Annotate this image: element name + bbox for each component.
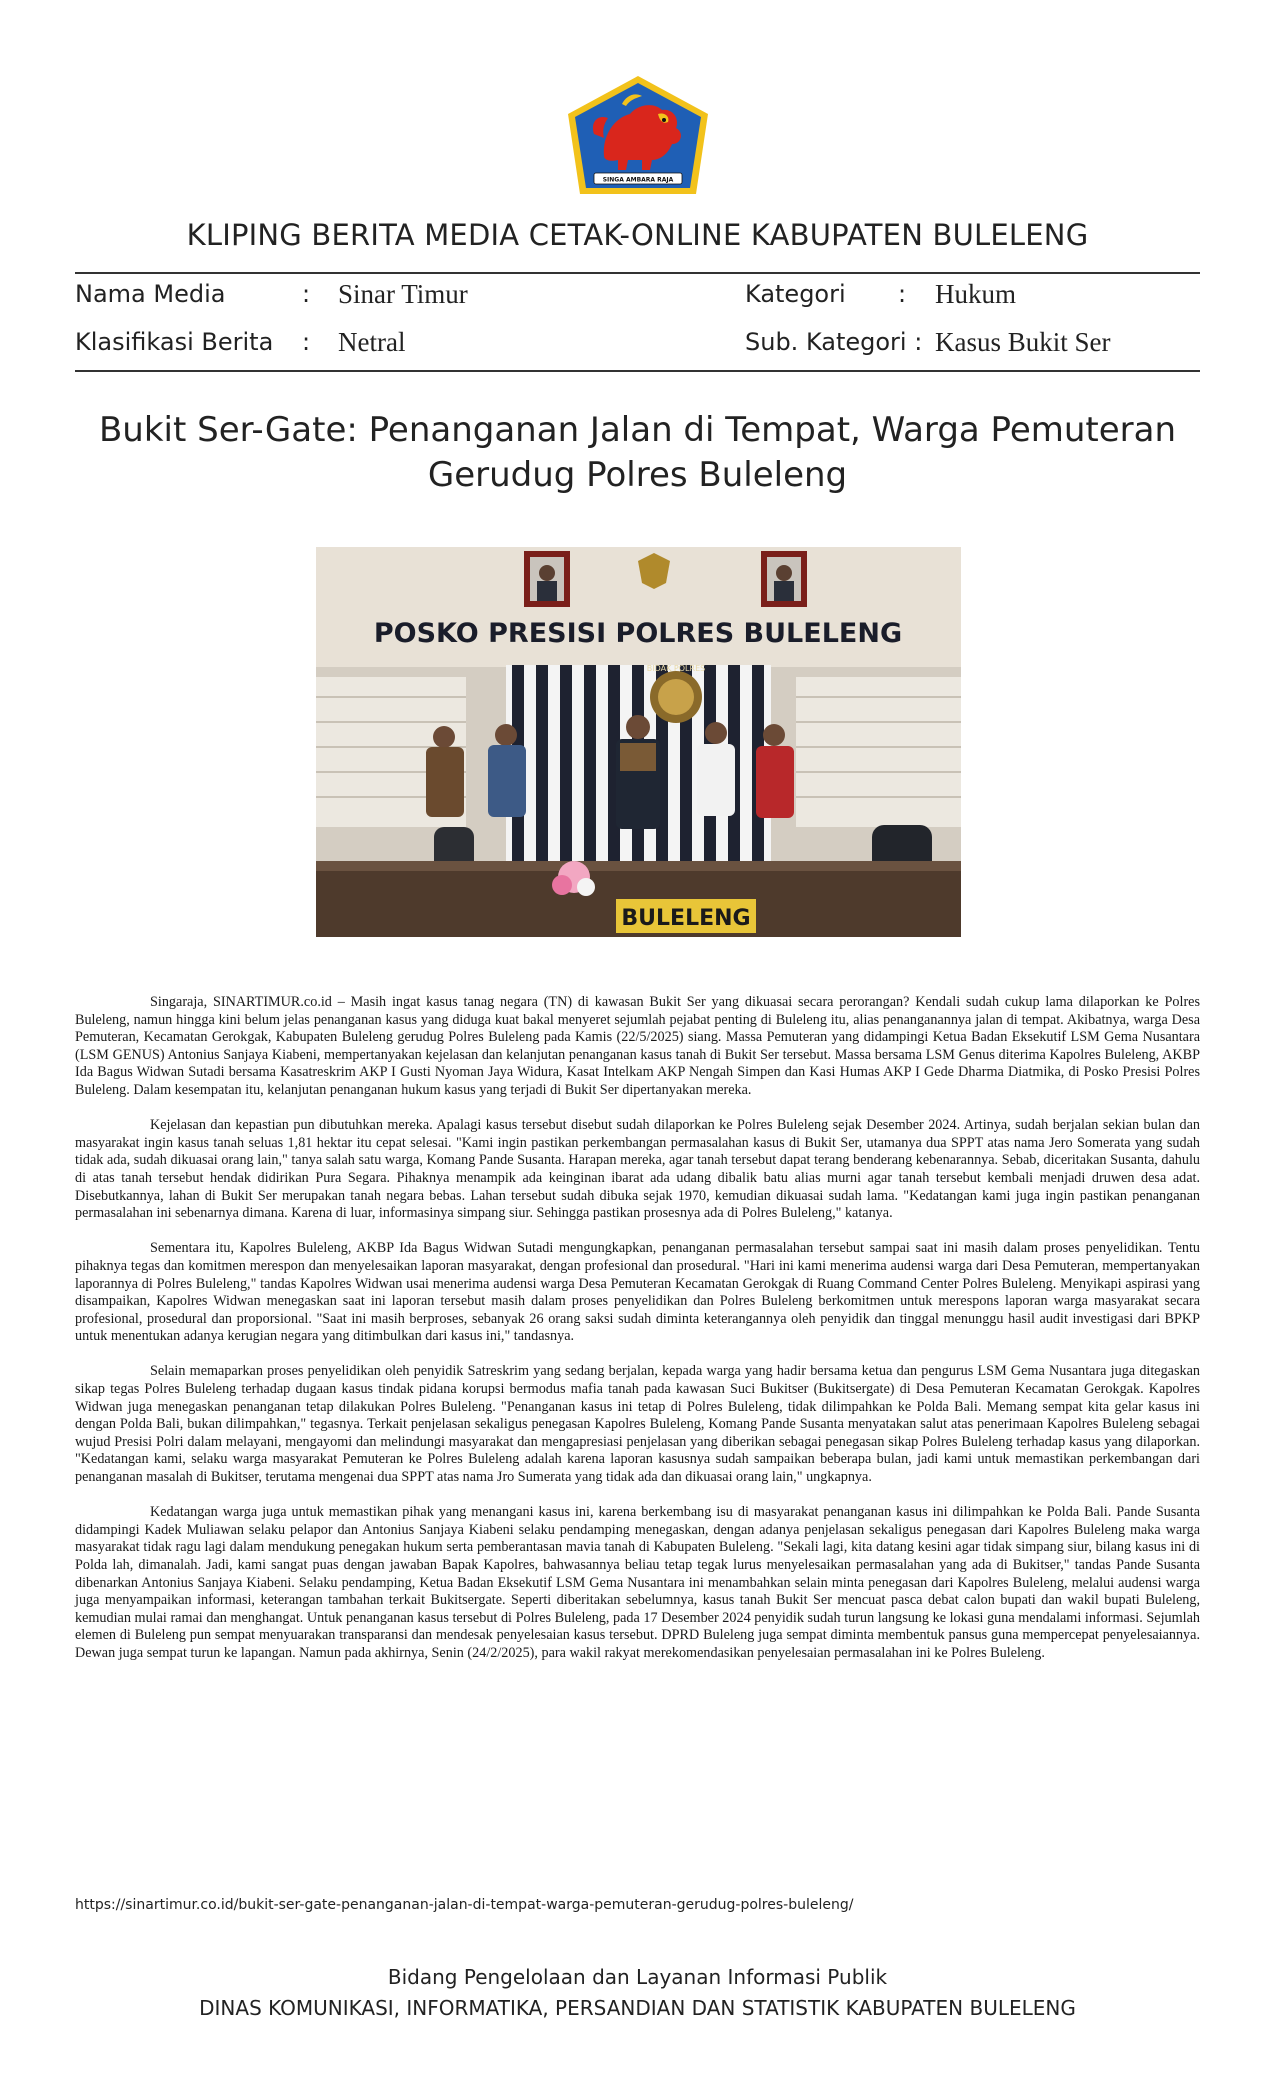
footer-agency: DINAS KOMUNIKASI, INFORMATIKA, PERSANDIAN DAN STATISTIK KABUPATEN BULELENG (199, 1996, 1076, 2020)
category-value: Hukum (935, 279, 1016, 309)
photo-banner-text: POSKO PRESISI POLRES BULELENG (373, 618, 903, 649)
header-divider-top (75, 272, 1200, 274)
article-headline: Bukit Ser-Gate: Penanganan Jalan di Tempat, Warga Pemuteran Gerudug Polres Buleleng (98, 410, 1177, 495)
article-paragraph: Selain memaparkan proses penyelidikan oleh penyidik Satreskrim yang sedang berjalan, kepada warga yang hadir bersama ketua dan pengurus LSM Gema Nusantara juga ditegaskan sikap tegas Polres Buleleng terhadap dugaan kasus tindak pidana korupsi bermodus mafia tanah pada kawasan Suci Bukitser (Bukitsergate) di Desa Pemuteran Kecamatan Gerokgak. Kapolres Widwan juga menegaskan penanganan tetap dilakukan Polres Buleleng. "Penanganan kasus ini tetap di Polres Buleleng, tidak dilimpahkan ke Polda Bali. Memang sempat kita gelar kasus ini dengan Polda Bali, bukan dilimpahkan," tegasnya. Terkait penjelasan sekaligus penegasan Kapolres Buleleng, Komang Pande Susanta menyatakan salut atas penerimaan Kapolres Buleleng sebagai wujud Presisi Polri dalam melayani, mengayomi dan melindungi masyarakat dan mengapresiasi penjelasan yang diberikan sebagai penegasan sikap Polres Buleleng terhadap kasus yang dilaporkan. "Kedatangan kami, selaku warga masyarakat Pemuteran ke Polres Buleleng adalah karena laporan kasusnya sudah sampaikan beberapa bulan, jadi kami untuk memastikan perkembangan dari penanganan masalah di Bukitser, terutama mengenai dua SPPT atas nama Jro Sumerata yang tidak ada dan dikuasai orang lain," ungkapnya. (75, 1363, 1200, 1486)
media-name-value: Sinar Timur (338, 279, 468, 309)
article-body (75, 994, 1200, 1680)
subcategory-value: Kasus Bukit Ser (935, 327, 1111, 357)
photo-plaque-text: BIDAK POLRES (646, 664, 706, 673)
media-name-label: Nama Media (75, 280, 226, 308)
press-photo (316, 547, 961, 937)
article-paragraph: Kejelasan dan kepastian pun dibutuhkan mereka. Apalagi kasus tersebut disebut sudah dilaporkan ke Polres Buleleng sejak Desember 2024. Artinya, sudah berjalan sekian bulan dan masyarakat ingin kasus tanah seluas 1,81 hektar itu cepat selesai. "Kami ingin pastikan perkembangan permasalahan kasus di Bukit Ser, utamanya dua SPPT atas nama Jero Somerata yang sudah tidak ada, sudah dikuasai orang lain," tanya salah satu warga, Komang Pande Susanta. Harapan mereka, agar tanah tersebut dapat terang benderang kebenarannya. Sebab, diceritakan Susanta, dahulu di atas tanah tersebut hendak didirikan Pura Segara. Pihaknya menampik ada keinginan ibarat ada udang dibalik batu alias murni agar tanah tersebut kembali menjadi druwen desa adat. Disebutkannya, lahan di Bukit Ser merupakan tanah negara bebas. Lahan tersebut sudah dibuka sejak 1970, kemudian dikuasai sudah lama. "Kedatangan kami juga ingin pastikan penanganan permasalahan ini sebenarnya dimana. Karena di luar, informasinya simpang siur. Sehingga pastikan prosesnya ada di Polres Buleleng," katanya. (75, 1117, 1200, 1222)
category-label: Kategori (745, 280, 846, 308)
clipping-title: KLIPING BERITA MEDIA CETAK-ONLINE KABUPATEN BULELENG (186, 218, 1089, 252)
photo-desk-sign: BULELENG (621, 906, 751, 931)
news-classification-label: Klasifikasi Berita (75, 328, 274, 356)
article-paragraph: Kedatangan warga juga untuk memastikan pihak yang menangani kasus ini, karena berkembang isu di masyarakat penanganan kasus ini dilimpahkan ke Polda Bali. Pande Susanta didampingi Kadek Muliawan selaku pelapor dan Antonius Sanjaya Kiabeni selaku pendamping menegaskan, dengan adanya penjelasan sekaligus penegasan dari Kapolres Buleleng maka warga masyarakat tidak ragu lagi dalam mendukung penegakan hukum serta pemberantasan mavia tanah di Kabupaten Buleleng. "Sekali lagi, kita datang kesini agar tidak simpang siur, bilang kasus ini di Polda lah, dimanalah. Jadi, kami sangat puas dengan jawaban Bapak Kapolres, bahwasannya beliau tetap tegak lurus menyelesaikan permasalahan yang ada di Bukitser," tandas Pande Susanta dibenarkan Antonius Sanjaya Kiabeni. Selaku pendamping, Ketua Badan Eksekutif LSM Gema Nusantara ini menambahkan selain minta penegasan dari Kapolres Buleleng, melalui audensi warga juga menyampaikan informasi, keterangan tambahan terkait Bukitsergate. Seperti diberitakan sebelumnya, kasus tanah Bukit Ser mencuat pasca debat calon bupati dan wakil bupati Buleleng, kemudian mulai ramai dan menghangat. Untuk penanganan kasus tersebut di Polres Buleleng, pada 17 Desember 2024 penyidik sudah turun langsung ke lokasi guna mendalami informasi. Sejumlah elemen di Buleleng pun sempat menyuarakan transparansi dan mendesak penyelesaian kasus tersebut. DPRD Buleleng juga sempat diminta membentuk pansus guna mempercepat penyelesaiannya. Dewan juga sempat turun ke lapangan. Namun pada akhirnya, Senin (24/2/2025), para wakil rakyat merekomendasikan penyelesaian permasalahan ini ke Polres Buleleng. (75, 1504, 1200, 1661)
source-link[interactable]: https://sinartimur.co.id/bukit-ser-gate-penanganan-jalan-di-tempat-warga-pemuteran-gerudug-polres-buleleng/ (75, 1897, 854, 1913)
media-name-colon: : (302, 280, 311, 308)
header-divider-bottom (75, 370, 1200, 372)
article-paragraph: Sementara itu, Kapolres Buleleng, AKBP Ida Bagus Widwan Sutadi mengungkapkan, penanganan permasalahan tersebut sampai saat ini masih dalam proses penyelidikan. Tentu pihaknya tegas dan komitmen merespon dan menyelesaikan laporan masyarakat, dengan profesional dan prosedural. "Hari ini kami menerima audensi warga dari Desa Pemuteran, mempertanyakan laporannya di Polres Buleleng," tandas Kapolres Widwan usai menerima audensi warga Desa Pemuteran Kecamatan Gerokgak di Ruang Command Center Polres Buleleng. Menyikapi aspirasi yang disampaikan, Kapolres Widwan menegaskan saat ini laporan tersebut masih dalam proses penyelidikan dan Polres Buleleng berkomitmen untuk merespons laporan warga masyarakat secara profesional, prosedural dan proporsional. "Saat ini masih berproses, sebanyak 26 orang saksi sudah diminta keterangannya oleh penyidik dan tinggal menunggu hasil audit investigasi dari BPKP untuk menentukan adanya kerugian negara yang ditimbulkan dari kasus ini," tandasnya. (75, 1240, 1200, 1345)
category-colon: : (898, 280, 907, 308)
logo-motto: SINGA AMBARA RAJA (602, 176, 674, 184)
news-classification-value: Netral (338, 327, 406, 357)
footer-division: Bidang Pengelolaan dan Layanan Informasi Publik (387, 1965, 888, 1989)
buleleng-regency-logo (564, 74, 712, 202)
news-classification-colon: : (302, 328, 311, 356)
subcategory-label: Sub. Kategori : (745, 328, 923, 356)
article-paragraph: Singaraja, SINARTIMUR.co.id – Masih ingat kasus tanag negara (TN) di kawasan Bukit Ser yang dikuasai secara perorangan? Kendali sudah cukup lama dilaporkan ke Polres Buleleng, namun hingga kini belum jelas penanganan kasus yang diduga kuat bakal menyeret sejumlah pejabat penting di Buleleng itu, alias penanganannya jalan di tempat. Akibatnya, warga Desa Pemuteran, Kecamatan Gerokgak, Kabupaten Buleleng gerudug Polres Buleleng pada Kamis (22/5/2025) siang. Massa Pemuteran yang didampingi Ketua Badan Eksekutif LSM Gema Nusantara (LSM GENUS) Antonius Sanjaya Kiabeni, mempertanyakan kejelasan dan kelanjutan penanganan kasus tanah di Bukit Ser tersebut. Massa bersama LSM Genus diterima Kapolres Buleleng, AKBP Ida Bagus Widwan Sutadi bersama Kasatreskrim AKP I Gusti Nyoman Jaya Widura, Kasat Intelkam AKP Nengah Simpen dan Kasi Humas AKP I Gede Dharma Diatmika, di Posko Presisi Polres Buleleng. Dalam kesempatan itu, kelanjutan penanganan hukum kasus yang terjadi di Bukit Ser dipertanyakan mereka. (75, 994, 1200, 1098)
